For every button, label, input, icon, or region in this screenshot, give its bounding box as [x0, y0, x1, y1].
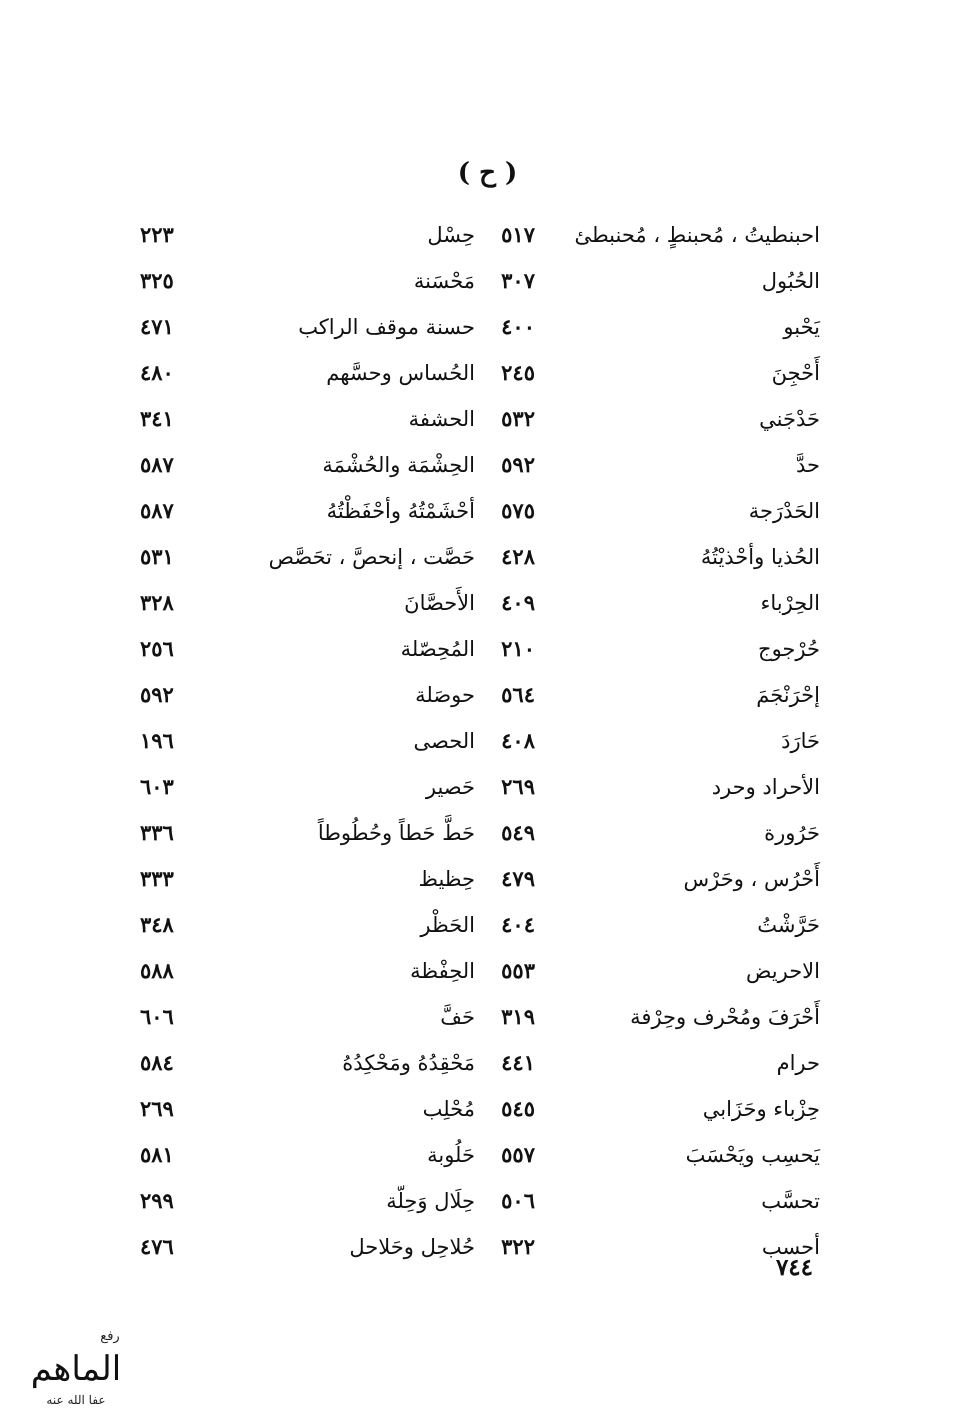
entry-word: يَحْبو	[783, 315, 820, 339]
entry-page-number-second: ٣٢٨	[140, 590, 174, 615]
index-row	[140, 718, 820, 764]
entry-page-number-second: ٤٧١	[140, 314, 174, 339]
entry-word-second: حَفَّ	[440, 1005, 475, 1029]
index-row	[140, 442, 820, 488]
entry-word: أحسب	[761, 1235, 820, 1259]
entry-page-number: ٣٠٧	[501, 268, 535, 293]
entry-word: حُرْجوج	[758, 637, 820, 661]
entry-word-second: المُحِصّلة	[400, 637, 475, 661]
index-row	[140, 948, 820, 994]
entry-word: الحُبُول	[761, 269, 820, 293]
entry-word: حدَّ	[795, 453, 820, 477]
entry-page-number: ٥٧٥	[501, 498, 535, 523]
entry-word: يَحسِب ويَحْسَبَ	[685, 1143, 820, 1167]
index-row	[140, 1086, 820, 1132]
index-row	[140, 626, 820, 672]
entry-word-second: حَلُوبة	[427, 1143, 475, 1167]
entry-word: أَحْرَفَ ومُحْرف وحِرْفة	[630, 1005, 820, 1029]
entry-word-second: مُحْلِب	[422, 1097, 475, 1121]
index-row	[140, 304, 820, 350]
entry-page-number: ٤٧٩	[501, 866, 535, 891]
entry-word-second: حُلاحِل وحَلاحل	[349, 1235, 475, 1259]
index-row	[140, 856, 820, 902]
entry-page-number-second: ٤٧٦	[140, 1234, 174, 1259]
entry-word: حِزْباء وحَزَابي	[702, 1097, 820, 1121]
entry-word-second: أحْشَمْتُهُ وأحْفَظْتُهُ	[326, 499, 475, 523]
index-row	[140, 580, 820, 626]
index-row	[140, 1224, 820, 1270]
index-row	[140, 1132, 820, 1178]
entry-page-number-second: ٥٨٧	[140, 498, 174, 523]
entry-page-number: ٥٤٩	[501, 820, 535, 845]
entry-word-second: حسنة موقف الراكب	[298, 315, 475, 339]
index-row	[140, 212, 820, 258]
entry-page-number-second: ٥٨١	[140, 1142, 174, 1167]
entry-page-number-second: ٢٦٩	[140, 1096, 174, 1121]
entry-page-number-second: ٢٩٩	[140, 1188, 174, 1213]
entry-page-number: ٥٠٦	[501, 1188, 535, 1213]
entry-page-number: ٢٤٥	[501, 360, 535, 385]
section-letter-heading: ( ح )	[457, 158, 518, 188]
index-row	[140, 488, 820, 534]
page-number: ٧٤٤	[775, 1254, 813, 1281]
index-row	[140, 534, 820, 580]
entry-word: الحَدْرَجة	[748, 499, 820, 523]
entry-page-number: ٢١٠	[501, 636, 535, 661]
entry-word: أَحْجِنَ	[771, 361, 820, 385]
entry-word: احبنطيتُ ، مُحبنطٍ ، مُحنبطئ	[574, 223, 820, 247]
entry-word-second: الحشفة	[408, 407, 475, 431]
entry-word-second: حِسْل	[427, 223, 475, 247]
entry-word-second: الحِشْمَة والحُشْمَة	[322, 453, 475, 477]
entry-word: حَرُورة	[764, 821, 820, 845]
index-row	[140, 1040, 820, 1086]
entry-word: الحُذيا وأحْذيْتُهُ	[700, 545, 820, 569]
entry-page-number: ٥٥٣	[501, 958, 535, 983]
entry-word-second: الحِفْظة	[410, 959, 475, 983]
entry-word-second: حَصير	[425, 775, 475, 799]
entry-page-number: ٤٠٠	[501, 314, 535, 339]
entry-page-number-second: ٣٣٦	[140, 820, 174, 845]
entry-page-number: ٤٠٤	[501, 912, 535, 937]
entry-page-number: ٥٣٢	[501, 406, 535, 431]
entry-page-number: ٤٢٨	[501, 544, 535, 569]
entry-word-second: الحُساس وحسَّهم	[326, 361, 475, 385]
entry-page-number: ٥٥٧	[501, 1142, 535, 1167]
index-row	[140, 810, 820, 856]
stamp-line-2: الماهم	[30, 1349, 122, 1389]
entry-page-number: ٤٠٨	[501, 728, 535, 753]
stamp-line-1: رفع	[100, 1329, 120, 1344]
index-row	[140, 258, 820, 304]
entry-word-second: حِلَال وَحِلّة	[386, 1189, 475, 1213]
index-row	[140, 350, 820, 396]
entry-word: الحِرْباء	[760, 591, 820, 615]
entry-word: حَرَّشْتُ	[757, 913, 820, 937]
entry-word: الأحراد وحرد	[711, 775, 820, 799]
entry-page-number: ٥٩٢	[501, 452, 535, 477]
entry-page-number: ٥٤٥	[501, 1096, 535, 1121]
entry-page-number-second: ٣٤٨	[140, 912, 174, 937]
entry-word: حَدْجَني	[759, 407, 820, 431]
entry-page-number: ٥١٧	[501, 222, 535, 247]
entry-page-number: ٤٤١	[501, 1050, 535, 1075]
entry-page-number-second: ٢٢٣	[140, 222, 174, 247]
entry-page-number-second: ٥٨٨	[140, 958, 174, 983]
entry-word: إحْرَنْجَمَ	[756, 683, 820, 707]
entry-page-number: ٤٠٩	[501, 590, 535, 615]
entry-word-second: مَحْسَنة	[413, 269, 475, 293]
entry-page-number: ٥٦٤	[501, 682, 535, 707]
entry-page-number-second: ٢٥٦	[140, 636, 174, 661]
entry-page-number-second: ٣٢٥	[140, 268, 174, 293]
entry-word-second: حِظيظ	[418, 867, 475, 891]
entry-word: أَحْرُس ، وحَرْس	[683, 867, 820, 891]
entry-page-number-second: ١٩٦	[140, 728, 174, 753]
entry-word-second: الأَحصَّانَ	[404, 591, 475, 615]
index-row	[140, 994, 820, 1040]
entry-page-number-second: ٦٠٣	[140, 774, 174, 799]
index-row	[140, 396, 820, 442]
index-row	[140, 1178, 820, 1224]
entry-word: الاحريض	[746, 959, 820, 983]
entry-page-number-second: ٥٨٧	[140, 452, 174, 477]
stamp-line-3: عفا الله عنه	[46, 1393, 106, 1407]
index-row	[140, 672, 820, 718]
entry-page-number-second: ٥٣١	[140, 544, 174, 569]
entry-page-number-second: ٣٤١	[140, 406, 174, 431]
entry-word: حَارَدَ	[781, 729, 820, 753]
stamp-logo	[14, 1318, 138, 1410]
index-row	[140, 902, 820, 948]
entry-word: تحسَّب	[761, 1189, 820, 1213]
entry-page-number-second: ٦٠٦	[140, 1004, 174, 1029]
entry-page-number-second: ٣٣٣	[140, 866, 174, 891]
entry-word-second: حَصَّت ، إنحصَّ ، تحَصَّص	[268, 545, 475, 569]
entry-word-second: الحَظْر	[420, 913, 475, 937]
entry-page-number: ٣١٩	[501, 1004, 535, 1029]
entry-page-number-second: ٥٩٢	[140, 682, 174, 707]
entry-word-second: الحصى	[413, 729, 475, 753]
entry-page-number: ٢٦٩	[501, 774, 535, 799]
index-row	[140, 764, 820, 810]
entry-page-number-second: ٥٨٤	[140, 1050, 174, 1075]
entry-page-number: ٣٢٢	[501, 1234, 535, 1259]
entry-word: حرام	[776, 1051, 820, 1075]
entry-word-second: مَحْقِدُهُ ومَحْكِدُهُ	[342, 1051, 475, 1075]
entry-word-second: حَطَّ حَطاً وحُطُوطاً	[317, 821, 475, 845]
entry-word-second: حوصَلة	[415, 683, 475, 707]
entry-page-number-second: ٤٨٠	[140, 360, 174, 385]
index-entries	[140, 212, 820, 1270]
